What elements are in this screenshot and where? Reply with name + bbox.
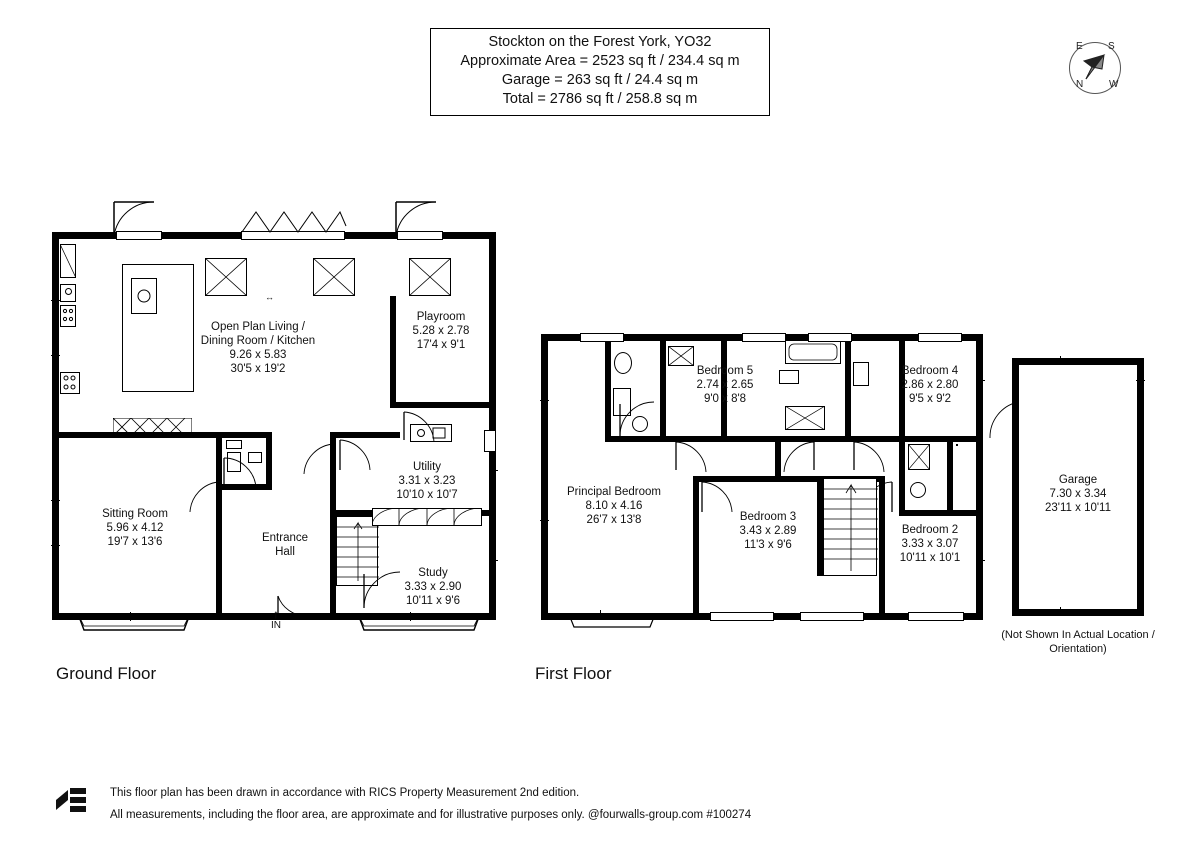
room-label-bedroom-3: Bedroom 3 3.43 x 2.89 11'3 x 9'6: [739, 511, 797, 551]
first-floor-plan: [520, 0, 990, 700]
room-label-entrance-hall: Entrance Hall: [261, 532, 309, 558]
entrance-in-label: IN: [271, 620, 281, 631]
title-line-garage-area: Garage = 263 sq ft / 24.4 sq m: [501, 72, 699, 88]
compass-label-n: N: [1076, 79, 1084, 90]
gf-door-arc-playroom: [400, 410, 440, 446]
ff-ensuite2-toilet: [956, 444, 958, 446]
gf-bay-window-sitting: [78, 614, 190, 632]
gf-sink-bowl: [65, 288, 72, 295]
garage-door-arc: [984, 398, 1024, 444]
ff-window-top-1: [580, 333, 624, 342]
ff-wall-bed4-bottom: [899, 436, 983, 442]
room-label-utility: Utility 3.31 x 3.23 10'10 x 10'7: [396, 461, 458, 501]
ground-floor-title: Ground Floor: [56, 664, 157, 683]
gf-wall-wc-right: [266, 432, 272, 490]
gf-bifold-arrows: ↔: [265, 292, 274, 302]
gf-wall-hall-top-a: [222, 432, 272, 438]
garage-wall-bottom: [1012, 609, 1144, 616]
gf-wall-sitting-top: [52, 432, 222, 438]
gf-bifold-doors: [240, 206, 350, 236]
ff-ensuite1-basin: [614, 352, 632, 374]
gf-wall-playroom-bottom: [390, 402, 496, 408]
ff-wall-ensuite2-left: [899, 436, 905, 516]
compass-label-w: W: [1109, 79, 1119, 90]
ff-window-top-4: [918, 333, 962, 342]
footer-line-2: All measurements, including the floor area, are approximate and for illustrative purposes only. @fourwalls-group.com #100274: [110, 809, 752, 821]
footer-disclaimer: [110, 782, 810, 826]
title-line-address: Stockton on the Forest York, YO32: [488, 34, 712, 50]
ff-staircase: [823, 478, 877, 576]
ff-wall-ensuite2-mid: [947, 436, 953, 516]
gf-door-arc-hall-utility: [300, 440, 340, 480]
gf-door-arc-top-left: [110, 200, 180, 240]
room-label-principal-bedroom: Principal Bedroom 8.10 x 4.16 26'7 x 13'8: [567, 486, 661, 526]
title-line-approx-area: Approximate Area = 2523 sq ft / 234.4 sq m: [460, 53, 740, 69]
entrance-in-marker: ↑ IN: [260, 608, 292, 631]
gf-wall-right: [489, 232, 496, 620]
garage-location-note: (Not Shown In Actual Location / Orientation): [1001, 629, 1155, 655]
compass-label-e: E: [1076, 41, 1083, 52]
ff-door-arc-ensuite1: [616, 398, 658, 440]
gf-wc-cistern: [226, 440, 242, 449]
ground-floor-plan: [0, 0, 520, 700]
ff-wall-ensuite2-bottom: [899, 510, 983, 516]
gf-bay-window-study: [358, 614, 480, 632]
ff-toilet-top: [853, 362, 869, 386]
room-label-study: Study 3.33 x 2.90 10'11 x 9'6: [404, 567, 462, 607]
room-label-playroom: Playroom 5.28 x 2.78 17'4 x 9'1: [412, 311, 470, 351]
ff-window-top-3: [808, 333, 852, 342]
ff-bay-window-principal: [570, 616, 654, 628]
ff-door-arc-bed5: [672, 440, 712, 476]
ff-wall-ensuite-left: [605, 334, 611, 442]
room-label-bedroom-4: Bedroom 4 2.86 x 2.80 9'5 x 9'2: [901, 365, 959, 405]
gf-door-arc-wc: [222, 456, 262, 490]
ff-door-arc-bed4: [850, 440, 890, 476]
ff-wall-left: [541, 334, 548, 620]
garage-wall-top: [1012, 358, 1144, 365]
gf-door-arc-top-right: [392, 200, 462, 240]
gf-utility-unit: [484, 430, 496, 452]
room-label-bedroom-2: Bedroom 2 3.33 x 3.07 10'11 x 10'1: [899, 524, 961, 564]
room-label-bedroom-5: Bedroom 5 2.74 x 2.65 9'0 x 8'8: [696, 365, 754, 405]
room-label-garage: Garage 7.30 x 3.34 23'11 x 10'11: [1045, 474, 1111, 514]
ff-window-top-2: [742, 333, 786, 342]
fourwalls-logo: [52, 778, 96, 822]
garage-plan: [990, 0, 1190, 700]
ff-wall-bath-left: [845, 334, 851, 442]
ff-window-bottom-3: [908, 612, 964, 621]
first-floor-title: First Floor: [535, 664, 612, 683]
ff-window-bottom-1: [710, 612, 774, 621]
ff-window-bottom-2: [800, 612, 864, 621]
room-label-sitting-room: Sitting Room 5.96 x 4.12 19'7 x 13'6: [102, 508, 168, 548]
room-label-open-plan: Open Plan Living / Dining Room / Kitchen 9.26 x 5.83 30'5 x 19'2: [200, 321, 316, 375]
footer-line-1: This floor plan has been drawn in accordance with RICS Property Measurement 2nd edition.: [110, 787, 580, 799]
ff-door-arc-bath: [778, 440, 818, 476]
gf-wall-left: [52, 232, 59, 620]
compass-label-s: S: [1108, 41, 1115, 52]
ff-ensuite2-basin: [910, 482, 926, 498]
title-line-total-area: Total = 2786 sq ft / 258.8 sq m: [502, 91, 698, 107]
gf-door-arc-utility: [336, 436, 376, 476]
